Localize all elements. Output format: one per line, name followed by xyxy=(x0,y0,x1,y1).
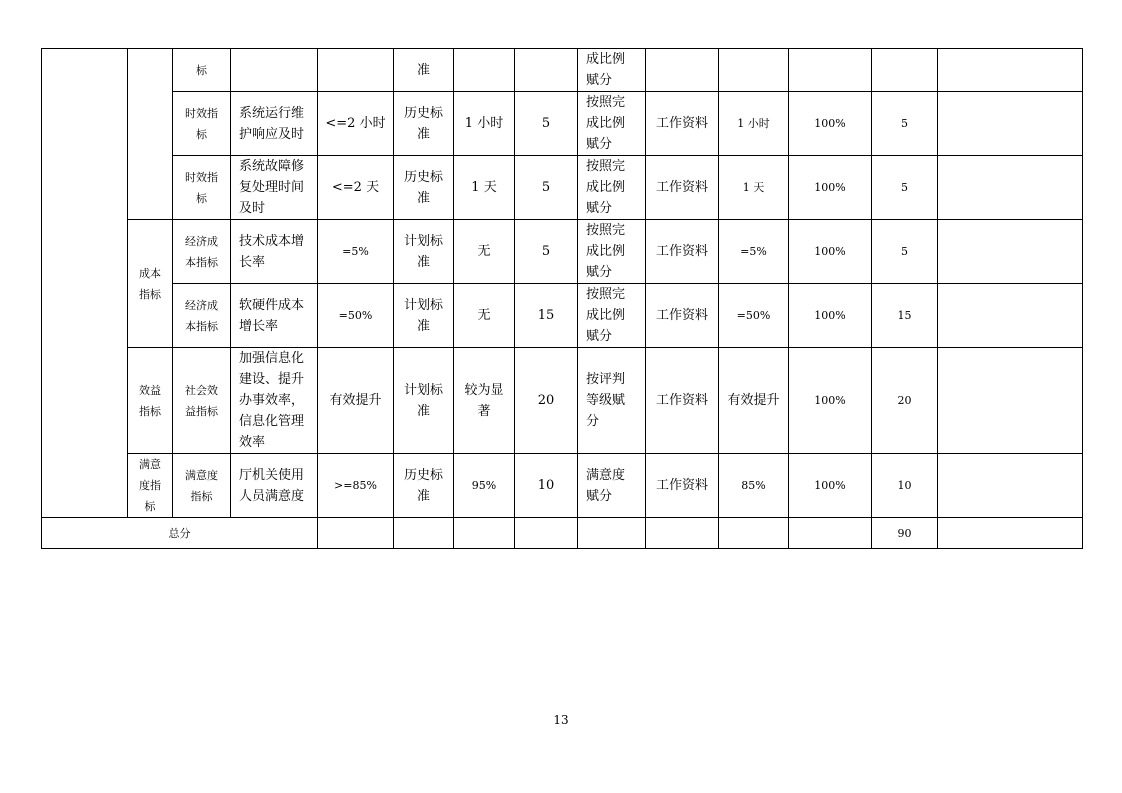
target-cell: 1 小时 xyxy=(454,92,515,156)
weight-cell: 5 xyxy=(515,156,578,220)
weight-cell xyxy=(515,49,578,92)
source-cell: 工作资料 xyxy=(646,156,719,220)
criteria-cell: 历史标 准 xyxy=(394,156,454,220)
note-cell xyxy=(938,454,1083,518)
weight-cell: 20 xyxy=(515,348,578,454)
actual-cell: =50% xyxy=(719,284,789,348)
scoring-method-cell: 按照完 成比例 赋分 xyxy=(578,156,646,220)
target-cell: 无 xyxy=(454,284,515,348)
table-row xyxy=(42,284,1083,348)
level2-category-cell xyxy=(128,49,173,220)
table-row xyxy=(42,348,1083,454)
level2-category-cell: 满意 度指 标 xyxy=(128,454,173,518)
total-score: 90 xyxy=(872,518,938,549)
criteria-cell: 准 xyxy=(394,49,454,92)
indicator-desc-cell xyxy=(231,49,318,92)
actual-cell: 1 天 xyxy=(719,156,789,220)
target-cell: 1 天 xyxy=(454,156,515,220)
source-cell: 工作资料 xyxy=(646,454,719,518)
total-row xyxy=(42,518,1083,549)
indicator-value-cell: =5% xyxy=(318,220,394,284)
score-cell: 10 xyxy=(872,454,938,518)
source-cell: 工作资料 xyxy=(646,92,719,156)
score-cell: 20 xyxy=(872,348,938,454)
total-label: 总分 xyxy=(42,518,318,549)
scoring-method-cell: 满意度 赋分 xyxy=(578,454,646,518)
page-number: 13 xyxy=(553,713,569,727)
table-row xyxy=(42,92,1083,156)
note-cell xyxy=(938,92,1083,156)
level3-indicator-cell: 标 xyxy=(173,49,231,92)
target-cell: 较为显 著 xyxy=(454,348,515,454)
indicator-desc-cell: 系统运行维 护响应及时 xyxy=(231,92,318,156)
level2-category-cell: 效益 指标 xyxy=(128,348,173,454)
actual-cell: 有效提升 xyxy=(719,348,789,454)
actual-cell: =5% xyxy=(719,220,789,284)
score-cell: 5 xyxy=(872,156,938,220)
empty-cell xyxy=(394,518,454,549)
table-row xyxy=(42,49,1083,92)
level1-category-cell xyxy=(42,49,128,518)
scoring-method-cell: 按评判 等级赋 分 xyxy=(578,348,646,454)
scoring-method-cell: 成比例 赋分 xyxy=(578,49,646,92)
level3-indicator-cell: 满意度 指标 xyxy=(173,454,231,518)
score-cell xyxy=(872,49,938,92)
indicator-value-cell: >=85% xyxy=(318,454,394,518)
indicator-desc-cell: 加强信息化 建设、提升 办事效率， 信息化管理 效率 xyxy=(231,348,318,454)
indicator-value-cell: <=2 小时 xyxy=(318,92,394,156)
table-row xyxy=(42,156,1083,220)
indicator-desc-cell: 软硬件成本 增长率 xyxy=(231,284,318,348)
level3-indicator-cell: 时效指 标 xyxy=(173,156,231,220)
empty-cell xyxy=(938,518,1083,549)
criteria-cell: 历史标 准 xyxy=(394,92,454,156)
note-cell xyxy=(938,220,1083,284)
rate-cell: 100% xyxy=(789,348,872,454)
rate-cell: 100% xyxy=(789,92,872,156)
empty-cell xyxy=(318,518,394,549)
score-cell: 15 xyxy=(872,284,938,348)
indicator-desc-cell: 系统故障修 复处理时间 及时 xyxy=(231,156,318,220)
level3-indicator-cell: 社会效 益指标 xyxy=(173,348,231,454)
criteria-cell: 计划标 准 xyxy=(394,220,454,284)
actual-cell: 85% xyxy=(719,454,789,518)
empty-cell xyxy=(719,518,789,549)
rate-cell: 100% xyxy=(789,220,872,284)
empty-cell xyxy=(789,518,872,549)
indicator-value-cell: =50% xyxy=(318,284,394,348)
empty-cell xyxy=(578,518,646,549)
score-cell: 5 xyxy=(872,92,938,156)
actual-cell xyxy=(719,49,789,92)
target-cell: 无 xyxy=(454,220,515,284)
indicator-value-cell xyxy=(318,49,394,92)
rate-cell: 100% xyxy=(789,156,872,220)
criteria-cell: 历史标 准 xyxy=(394,454,454,518)
indicator-desc-cell: 厅机关使用 人员满意度 xyxy=(231,454,318,518)
empty-cell xyxy=(454,518,515,549)
weight-cell: 5 xyxy=(515,92,578,156)
criteria-cell: 计划标 准 xyxy=(394,348,454,454)
indicator-value-cell: 有效提升 xyxy=(318,348,394,454)
score-cell: 5 xyxy=(872,220,938,284)
source-cell: 工作资料 xyxy=(646,284,719,348)
target-cell xyxy=(454,49,515,92)
level2-category-cell: 成本 指标 xyxy=(128,220,173,348)
indicator-value-cell: <=2 天 xyxy=(318,156,394,220)
table-row xyxy=(42,220,1083,284)
source-cell: 工作资料 xyxy=(646,220,719,284)
rate-cell xyxy=(789,49,872,92)
scoring-method-cell: 按照完 成比例 赋分 xyxy=(578,284,646,348)
rate-cell: 100% xyxy=(789,284,872,348)
note-cell xyxy=(938,49,1083,92)
weight-cell: 10 xyxy=(515,454,578,518)
level3-indicator-cell: 经济成 本指标 xyxy=(173,284,231,348)
weight-cell: 15 xyxy=(515,284,578,348)
source-cell xyxy=(646,49,719,92)
scoring-method-cell: 按照完 成比例 赋分 xyxy=(578,92,646,156)
note-cell xyxy=(938,156,1083,220)
table-row xyxy=(42,454,1083,518)
empty-cell xyxy=(646,518,719,549)
scoring-method-cell: 按照完 成比例 赋分 xyxy=(578,220,646,284)
weight-cell: 5 xyxy=(515,220,578,284)
target-cell: 95% xyxy=(454,454,515,518)
rate-cell: 100% xyxy=(789,454,872,518)
empty-cell xyxy=(515,518,578,549)
indicator-desc-cell: 技术成本增 长率 xyxy=(231,220,318,284)
level3-indicator-cell: 时效指 标 xyxy=(173,92,231,156)
note-cell xyxy=(938,348,1083,454)
performance-table xyxy=(41,48,1083,549)
level3-indicator-cell: 经济成 本指标 xyxy=(173,220,231,284)
source-cell: 工作资料 xyxy=(646,348,719,454)
note-cell xyxy=(938,284,1083,348)
actual-cell: 1 小时 xyxy=(719,92,789,156)
criteria-cell: 计划标 准 xyxy=(394,284,454,348)
